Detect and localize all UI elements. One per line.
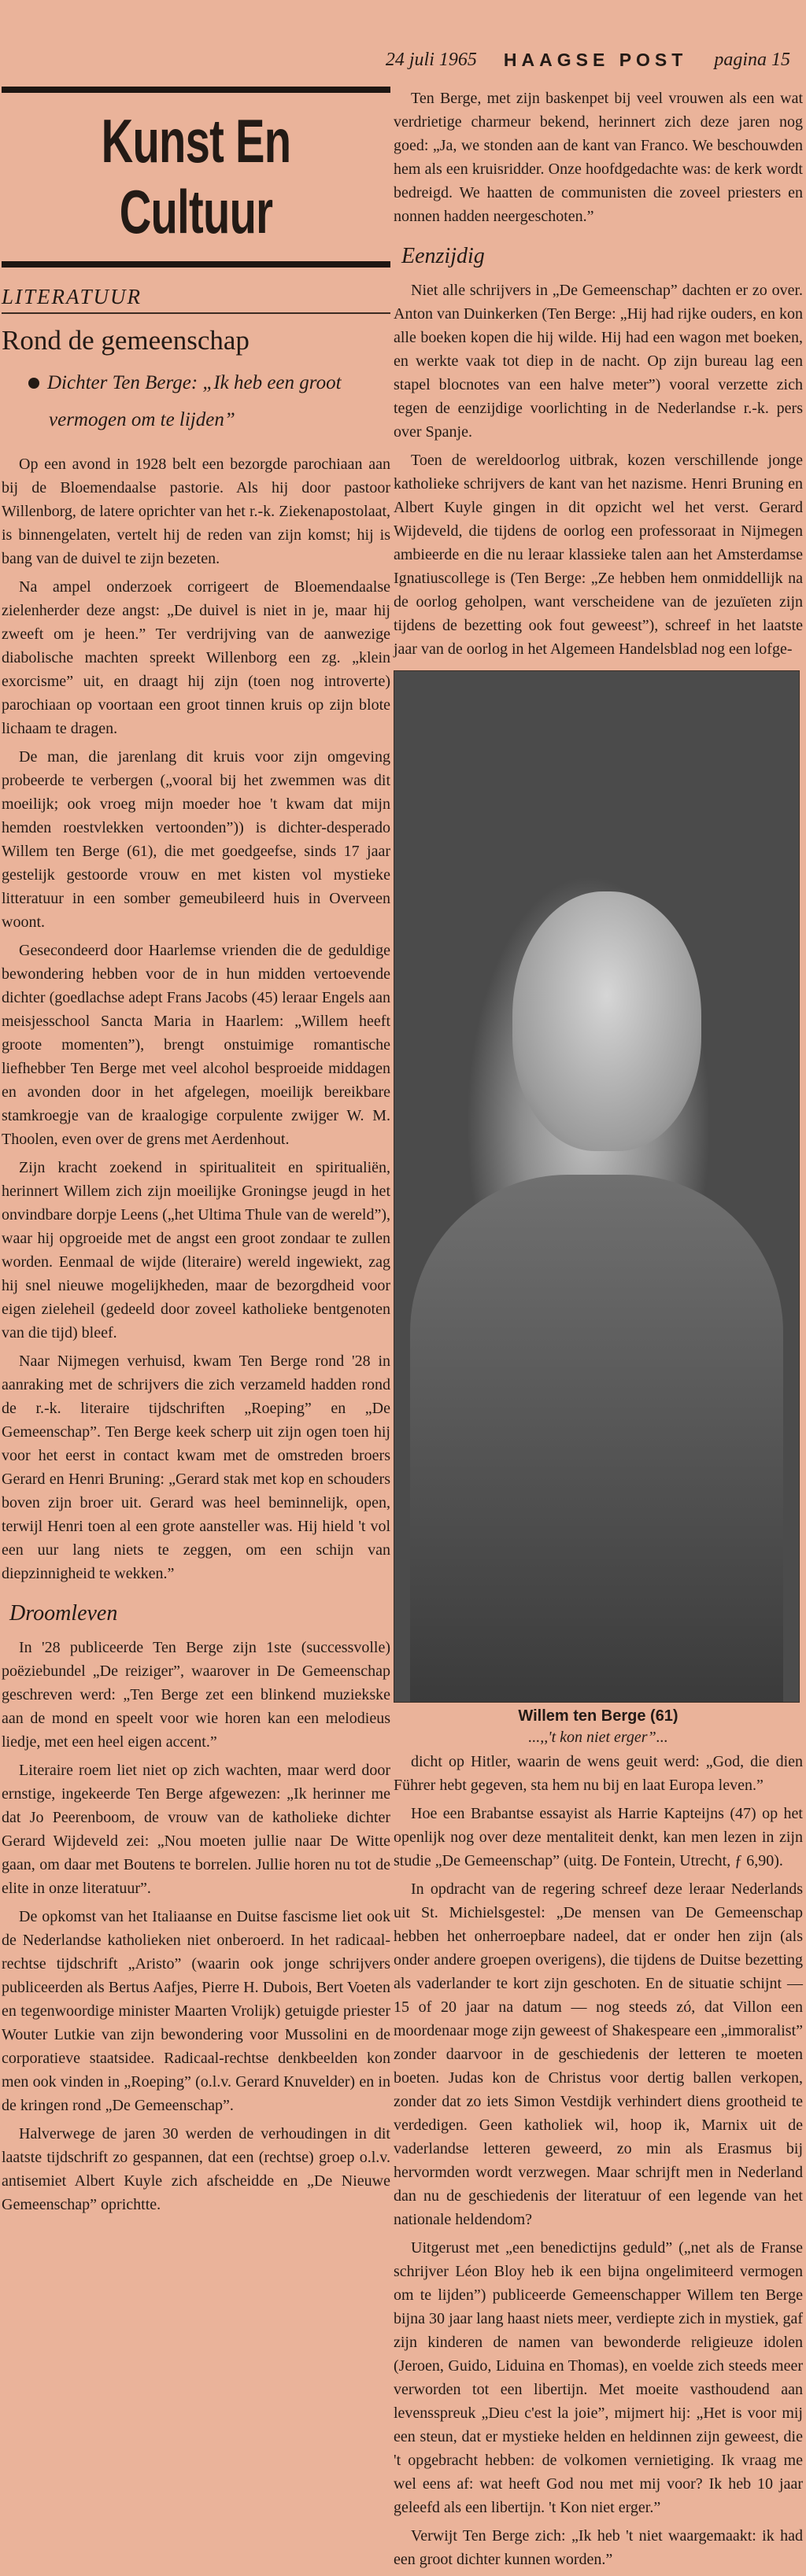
page-number: pagina 15 (714, 49, 790, 70)
section-title-line1: Kunst En (101, 106, 291, 175)
paragraph: De opkomst van het Italiaanse en Duitse fascisme liet ook de Nederlandse katholieken niet onberoerd. In het radicaal-rechtse tijdschrift „Aristo” (waarin ook jonge schrijvers publiceerden als Bertus Aafjes, Pierre H. Dubois, Bert Voeten en tegenwoordige minister Maarten Vrolijk) getuigde priester Wouter Lutkie van zijn bewondering voor Mussolini en de corporatieve staatsidee. Radicaal-rechtse denkbeelden kon men ook vinden in „Roeping” (o.l.v. Gerard Knuvelder) en in de kringen rond „De Gemeenschap”. (2, 1908, 390, 2114)
paragraph: Op een avond in 1928 belt een bezorgde parochiaan aan bij de Bloemendaalse pastorie. Als hij door pastoor Willenborg, de latere oprichter van het r.-k. Ziekenapostolaat, is binnengelaten, vertelt hij de reden van zijn komst; hij is bang van de duivel te zijn bezeten. (2, 456, 390, 567)
deck (2, 364, 390, 438)
deck-text: Dichter Ten Berge: „Ik heb een groot vermogen om te lijden” (47, 372, 342, 430)
section-title-line2: Cultuur (119, 177, 273, 246)
paragraph: Uitgerust met „een benedictijns geduld” („net als de Franse schrijver Léon Bloy heb ik een bijna ongelimiteerd vermogen om te lijden”) publiceerde Gemeenschapper Willem ten Berge bijna 30 jaar lang haast niets meer, verdiepte zich in mystiek, gaf zijn kinderen de namen van bewonderde religieuze idolen (Jeroen, Guido, Liduina en Thomas), en voelde zich steeds meer verworden tot een libertijn. Met moeite vasthoudend aan levensspreuk „Dieu c'est la joie”, mijmert hij: „Het is voor mij een steun, dat er mystieke helden en heldinnen zijn geweest, die 't opgebracht hebben: de volkomen vernietiging. Ik vraag me wel eens af: wat heeft God nou met mij voor? Ik heb 10 jaar geleefd als een libertijn. 't Kon niet erger.” (394, 2239, 803, 2516)
portrait-photo (394, 670, 800, 1703)
bullet-icon (28, 378, 39, 389)
paragraph: Niet alle schrijvers in „De Gemeenschap” dachten er zo over. Anton van Duinkerken (Ten Berge: „Hij had rijke ouders, en kon alle boeken kopen die hij wilde. Hij had een wagon met boeken, en werkte vaak tot diep in de nacht. Op zijn bureau lag een stapel blocnotes van een halve meter”) vooral verzette zich tegen de eenzijdige voorlichting in de Nederlandse r.-k. pers over Spanje. (394, 282, 803, 441)
right-body (394, 1750, 803, 2571)
paragraph: Naar Nijmegen verhuisd, kwam Ten Berge rond '28 in aanraking met de schrijvers die zich verzameld hadden rond de r.-k. literaire tijdschriften „Roeping” en „De Gemeenschap”. Ten Berge keek scherp uit zijn ogen toen hij voor het eerst in contact kwam met de omstreden broers Gerard en Henri Bruning: „Gerard stak met kop en schouders boven zijn broer uit. Gerard was heel beminnelijk, open, terwijl Henri toen al een grote aansteller was. Hij hield 't vol een uur lang niets te zeggen, om een schijn van diepzinnigheid te wekken.” (2, 1353, 390, 1582)
paragraph: Hoe een Brabantse essayist als Harrie Kapteijns (47) op het openlijk nog over deze mentaliteit denkt, kan men lezen in zijn studie „De Gemeenschap” (uitg. De Fontein, Utrecht, ƒ 6,90). (394, 1805, 803, 1869)
section-label: LITERATUUR (2, 268, 390, 314)
right-intro (394, 87, 803, 228)
caption-name: Willem ten Berge (61) (518, 1707, 678, 1725)
paragraph: Verwijt Ten Berge zich: „Ik heb 't niet waargemaakt: ik had een groot dichter kunnen worden.” (394, 2527, 803, 2568)
subheading-eenzijdig: Eenzijdig (401, 244, 485, 268)
photo-shoulders (410, 1175, 783, 1702)
publication-name: HAAGSE POST (503, 49, 688, 70)
paragraph: De man, die jarenlang dit kruis voor zijn omgeving probeerde te verbergen („vooral bij het zwemmen was dit moeilijk; ook vroeg mijn moeder hoe 't kwam dat mijn hemden roestvlekken vertoonden”)) is dichter-desperado Willem ten Berge (61), die met goedgeefse, sinds 17 jaar gestelijk gestoorde vrouw en met kisten vol mystieke litteratuur in een somber gemeubileerd huis in Overveen woont. (2, 748, 390, 931)
subheading-droomleven: Droomleven (9, 1601, 118, 1626)
paragraph: In opdracht van de regering schreef deze leraar Nederlands uit St. Michielsgestel: „De mensen van De Gemeenschap hebben het onherroepbare nadeel, dat er onder hen zijn (als onder andere groepen overigens), die tijdens de Duitse bezetting als vaderlander te kort zijn geschoten. En de situatie schijnt — 15 of 20 jaar na datum — nog steeds zó, dat Villon een moordenaar moge zijn geweest of Shakespeare een „immoralist” zonder daarvoor in de geschiedenis der letteren te moeten boeten. Judas kon de Christus voor dertig ballen verkopen, zonder dat zo iets Simon Vestdijk verhindert diens grootheid te verdedigen. Geen katholiek wil, hoop ik, Marnix uit de vaderlandse letteren geweerd, zo min als Erasmus bij hervormden wordt verzwegen. Maar schrijft men in Nederland dan nu de geschiedenis der literatuur of een legende van het nationale heldendom? (394, 1880, 803, 2228)
left-column (2, 87, 390, 2221)
bottom-rule (2, 261, 390, 268)
paragraph: dicht op Hitler, waarin de wens geuit werd: „God, die dien Führer hebt gegeven, sta hem nu bij en laat Europa leven.” (394, 1753, 803, 1794)
paragraph: Gesecondeerd door Haarlemse vrienden die de geduldige bewondering hebben voor de in hun midden vertoevende dichter (goedlachse adept Frans Jacobs (45) leraar Engels aan meisjesschool Sancta Maria in Haarlem: „Willem heeft groote momenten”), brengt onstuimige romantische liefhebber Ten Berge met veel alcohol besproeide middagen en avonden door in het afgelegen, moeilijk bereikbare stamkroegje van de kraalogige corpulente zwijger W. M. Thoolen, even over de grens met Aerdenhout. (2, 942, 390, 1148)
droomleven-body (2, 1636, 390, 2216)
eenzijdig-body (394, 279, 803, 661)
photo-caption (394, 1707, 803, 1747)
top-rule (2, 87, 390, 93)
masthead (16, 44, 790, 76)
paragraph: Ten Berge, met zijn baskenpet bij veel vrouwen als een wat verdrietige charmeur bekend, herinnert zich deze jaren nog goed: „Ja, we stonden aan de kant van Franco. We beschouwden hem als een kruisridder. Onze hoofdgedachte was: de kerk wordt bedreigd. We haatten de communisten die zoveel priesters en nonnen hadden neergeschoten.” (394, 90, 803, 225)
left-body (2, 452, 390, 1585)
paragraph: In '28 publiceerde Ten Berge zijn 1ste (successvolle) poëziebundel „De reiziger”, waarover in De Gemeenschap geschreven werd: „Ten Berge zet een blinkend muziekske aan de mond en speelt voor wie horen kan een melodieus liedje, met een heel eigen accent.” (2, 1639, 390, 1751)
paragraph: Toen de wereldoorlog uitbrak, kozen verschillende jonge katholieke schrijvers de kant van het nazisme. Henri Bruning en Albert Kuyle gingen in dit opzicht wel het verst. Gerard Wijdeveld, die tijdens de oorlog een professoraat in Nijmegen ambieerde en die nu leraar klassieke talen aan het Amsterdamse Ignatiuscollege is (Ten Berge: „Ze hebben hem onmiddellijk na de oorlog geholpen, want verscheidene van de jezuïeten zijn tijdens de bezetting ook fout geweest”), schreef in het laatste jaar van de oorlog in het Algemeen Handelsblad nog een lofge- (394, 452, 803, 658)
paragraph: Na ampel onderzoek corrigeert de Bloemendaalse zielenherder deze angst: „De duivel is niet in je, maar hij zweeft om je heen.” Ter verdrijving van de aanwezige diabolische machten spreekt Willenborg een zg. „klein exorcisme” uit, en draagt hij zijn (toen nog introverte) parochiaan op voortaan een groot tinnen kruis op zijn blote lichaam te dragen. (2, 578, 390, 737)
issue-date: 24 juli 1965 (385, 49, 477, 70)
paragraph: Halverwege de jaren 30 werden de verhoudingen in dit laatste tijdschrift zo gespannen, dat een (rechtse) groep o.l.v. antisemiet Albert Kuyle zich afscheidde en „De Nieuwe Gemeenschap” oprichtte. (2, 2125, 390, 2213)
paragraph: Zijn kracht zoekend in spiritualiteit en spiritualiën, herinnert Willem zich zijn moeilijke Groningse jeugd in het onvindbare dorpje Leens („het Ultima Thule van de wereld”), waar hij opgroeide met de angst een groot zondaar te zullen worden. Eenmaal de wijde (literaire) wereld ingewiekt, zag hij snel nieuwe mogelijkheden, maar de bezorgdheid voor eigen zieleheil (gedeeld door zoveel katholieke bentgenoten van die tijd) bleef. (2, 1159, 390, 1342)
caption-quote: ...,,'t kon niet erger”... (528, 1729, 668, 1746)
photo-face (512, 891, 701, 1151)
headline: Rond de gemeenschap (2, 325, 250, 356)
paragraph: Literaire roem liet niet op zich wachten, maar werd door ernstige, ingekeerde Ten Berge afgewezen: „Ik herinner me dat Jo Peerenboom, de vrouw van de katholieke dichter Gerard Wijdeveld zei: „Nou moeten jullie naar De Witte gaan, om daar met Boutens te borrelen. Jullie horen nu tot de elite in onze literatuur”. (2, 1762, 390, 1897)
section-title-block (2, 93, 390, 261)
right-column (394, 87, 803, 2576)
